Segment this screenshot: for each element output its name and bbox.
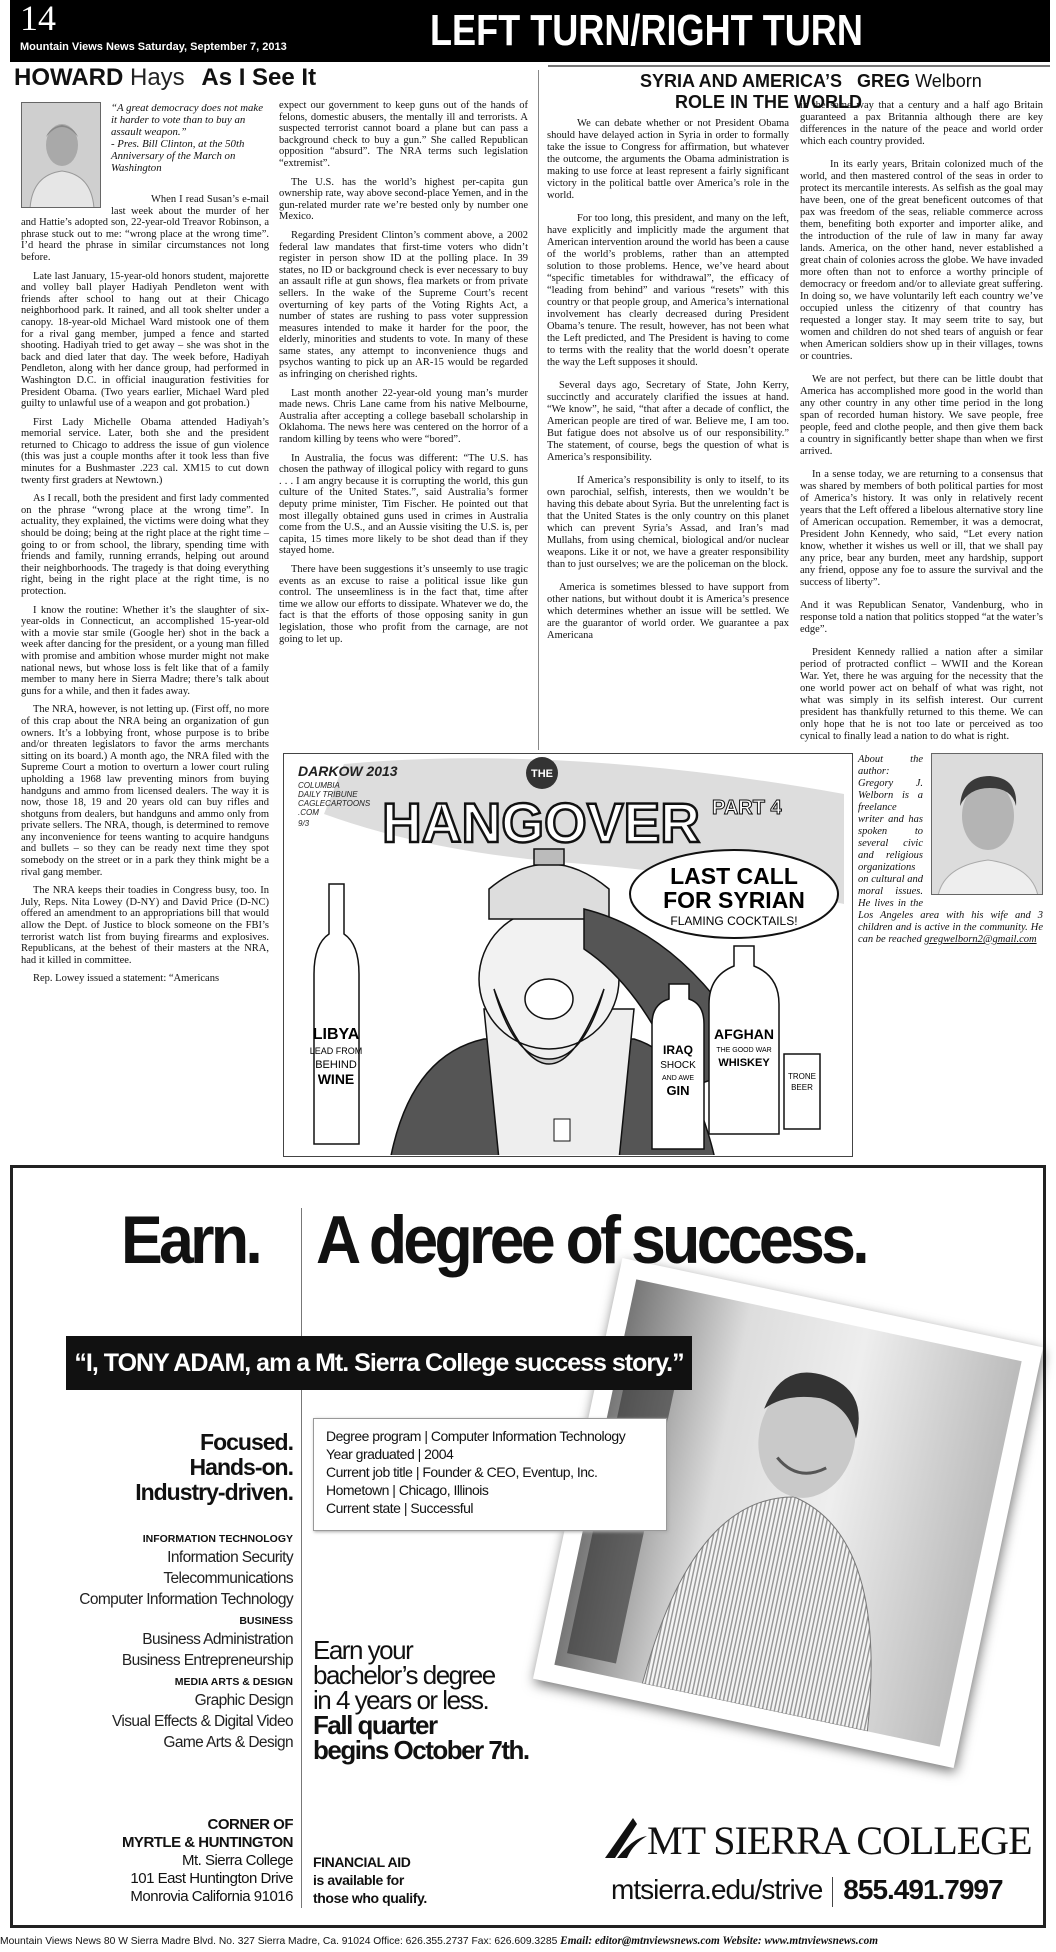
signature-line: .COM (298, 808, 319, 817)
ad-headline-earn: Earn. (121, 1202, 260, 1278)
promo-line: begins October 7th. (313, 1735, 529, 1765)
speech-text: LAST CALL (670, 863, 798, 889)
footer-contact[interactable]: Email: editor@mtnviewsnews.com Website: www.mtnviewsnews.com (560, 1935, 879, 1947)
address-heading: MYRTLE & HUNTINGTON (121, 1834, 293, 1851)
program-item: Game Arts & Design (163, 1734, 293, 1751)
info-line: Current state | Successful (326, 1500, 474, 1516)
epigraph-attribution: - Pres. Bill Clinton, at the 50th Anniversary of the March on Washington (111, 138, 245, 174)
paragraph: If America’s responsibility is only to itself, to its own parochial, selfish, interests, then we wouldn’t be having this debate about Syria. But the unrelenting fact is that the United States is the only country on this planet which can prevent Syria’s Assad, and Iran’s mad Mullahs, from using chemical, biological and/or nuclear weapons. Like it or not, we have a greater responsibility than to just ourselves; we are the policeman on the block. (547, 475, 789, 570)
signature-line: DAILY TRIBUNE (298, 790, 358, 799)
welborn-column-1 (547, 118, 789, 653)
campus-address (122, 1816, 293, 1906)
paragraph: In a sense today, we are returning to a consensus that was shared by members of both political parties for most of America’s history. It was only in relatively recent years that the Left offered a libelous alternative story line of American occupation. Remember, it was a democrat, President John Kennedy, who said, “Let every nation know, whether it wishes us well or ill, that we shall pay any price, bear any burden, meet any hardship, support any friend, oppose any foe to assure the survival and the success of liberty”. (800, 469, 1043, 588)
divider (301, 1208, 302, 1908)
epigraph-quote: “A great democracy does not make it harder to vote than to buy an assault weapon.” (111, 102, 264, 138)
program-item: Business Administration (142, 1631, 293, 1648)
author-first-name: GREG (857, 71, 911, 91)
author-bio-text: About the author: Gregory J. Welborn is a freelance writer and has spoken to several civic and religious organizations on cultural and moral issues. He lives in the Los Angeles area with his wife and 3 children and is active in the community. He can be reached (858, 754, 1043, 945)
program-item: Information Security (167, 1549, 293, 1566)
college-logo (603, 1818, 1032, 1864)
ad-headline: A degree of success. (316, 1202, 866, 1278)
program-item: Telecommunications (163, 1570, 293, 1587)
program-heading: INFORMATION TECHNOLOGY (142, 1533, 293, 1545)
signature-line: 9/3 (298, 819, 310, 828)
signature-line: CAGLECARTOONS (298, 799, 371, 808)
paragraph: Regarding President Clinton’s comment above, a 2002 federal law mandates that first-time voters who didn’t register in person show ID at the polling place. In 39 states, no ID or background check is ever necessary to buy an assault rifle at gun shows, flea markets or from private sellers. In the wake of the Supreme Court’s recent overturning of key parts of the Voting Rights Act, a number of states are rushing to pass voter suppression measures intended to make it harder for the poor, the elderly, minorities and students to vote. In many of these same states, any attempt to inconvenience thugs and psychos wanting to pick up an AR-15 would be regarded as infringing on cherished rights. (279, 229, 528, 381)
bottle-label: THE GOOD WAR (716, 1047, 772, 1054)
tagline: Focused. (200, 1429, 293, 1455)
divider (538, 70, 539, 750)
paragraph: As I recall, both the president and first lady commented on the phrase “wrong place at the wrong time”. In actuality, they explained, the victims were doing what they should be doing; being at the right place at the right time – going to or from school, the library, spending time with friends and family, running errands, helping out around their neighborhoods. The tragedy is that doing everything right, being in the right place at the right time, is no protection. (21, 493, 269, 597)
divider (548, 65, 1050, 67)
program-heading: BUSINESS (239, 1615, 293, 1627)
tagline: Industry-driven. (135, 1479, 293, 1505)
college-phone: 855.491.7997 (843, 1874, 1003, 1905)
student-info-box (313, 1418, 667, 1531)
paragraph: The NRA, however, is not letting up. (First off, no more of this crap about the NRA being an organization of gun owners. It’s a lobbying front, whose purpose is to bribe and/or threaten legislators to favor the arms merchants sitting on its board.) A month ago, the NRA filed with the Supreme Court a motion to overturn a lower court ruling upholding a 1968 law preventing minors from buying handguns and ammo from licensed dealers. The way it is now, those 18, 19 and 20 years old can buy rifles and shotguns from dealers, but handguns and ammo only from private sellers. The NRA, though, is determined to remove any inconvenience for teens wanting to acquire handguns and bullets – so they can be ready next time they spot somebody on the street or in a park they think might be a rival gang member. (21, 704, 269, 878)
article-title-line1: SYRIA AND AMERICA’S (640, 71, 843, 91)
info-line: Hometown | Chicago, Illinois (326, 1482, 489, 1498)
info-line: Current job title | Founder & CEO, Eventup, Inc. (326, 1464, 598, 1480)
bottle-label: WHISKEY (718, 1057, 770, 1069)
bottle-label: AND AWE (661, 1075, 695, 1082)
paragraph: We can debate whether or not President Obama should have delayed action in Syria in order to formally take the issue to Congress for affirmation, but whatever the outcome, the arguments the Obama administration is making to use force at least represent a fairly significant victory in the political battle over America’s role in the world. (547, 118, 789, 201)
footer-info: Mountain Views News 80 W Sierra Madre Blvd. No. 327 Sierra Madre, Ca. 91024 Office: 626.355.2737 Fax: 626.609.3285 (0, 1935, 561, 1947)
paragraph: There have been suggestions it’s unseemly to use tragic events as an excuse to raise a political issue like gun control. The unseemliness is in the fact that, time after time we allow our efforts to dissipate. Whatever we do, the fact is that the efforts of those opposing sanity in gun legislation, those who profit from the carnage, are not going to let up. (279, 563, 528, 645)
paragraph: Last month another 22-year-old young man’s murder made news. Chris Lane came from his native Melbourne, Australia after accepting a college baseball scholarship in Oklahoma. The news here was centered on the horror of a random killing by teens who were “bored”. (279, 387, 528, 446)
author-photo-welborn (931, 753, 1043, 895)
bottle-label: BEHIND (315, 1059, 357, 1071)
cartoon-part: PART 4 (712, 797, 782, 819)
paragraph: We are not perfect, but there can be little doubt that America has accomplished more good in the world than any other country in any other time period in the long span of recorded human history. We save people, free people, feed and clothe people, and then give them back a country in significantly better shape than when we first arrived. (800, 374, 1043, 457)
paragraph: In Australia, the focus was different: “The U.S. has chosen the pathway of illogical policy with regard to guns . . . I am angry because it is corrupting the world, this gun culture of the United States.”, said Australia’s former deputy prime minister, Tim Fischer. He pointed out that most illegally obtained guns used in crimes in Australia come from the U.S., and an Aussie visiting the U.S. is, per capita, 15 times more likely to be shot dead than if they stayed home. (279, 452, 528, 557)
taglines (135, 1430, 293, 1505)
howard-headline (14, 64, 316, 92)
column-title: As I See It (201, 64, 317, 91)
paragraph: Late last January, 15-year-old honors student, majorette and volley ball player Hadiyah Pendleton went with friends after school to hang out at their Chicago neighborhood park. It rained, and all took shelter under a canopy. 18-year-old Michael Ward mistook one of them for a rival gang member, jumped a fence and started shooting. Hadiyah tried to get away – she was shot in the back and died later that day. The week before, Hadiyah Pendleton, along with her dance group, had performed in Washington D.C. in official inauguration festivities for President Obama. (Two years earlier, Michael Ward pled guilty to unlawful use of a weapon and got probation.) (21, 270, 269, 410)
paper-date: Mountain Views News Saturday, September 7, 2013 (20, 41, 287, 53)
howard-column-1 (21, 102, 269, 992)
paragraph: When I read Susan’s e-mail last week about the murder of her and Hattie’s adopted son, 22-year-old Treavor Robinson, a phrase stuck out to me: “wrong place at the wrong time”. I’d heard the phrase in similar circumstances not long before. (21, 194, 269, 263)
program-list (79, 1532, 293, 1753)
bottle-iraq (652, 984, 704, 1149)
author-last-name: Welborn (915, 71, 982, 91)
paragraph: And it was Republican Senator, Vandenburg, who in response told a nation that politics stopped “at the water’s edge”. (800, 600, 1043, 635)
paragraph: Several days ago, Secretary of State, John Kerry, succinctly and accurately clarified the issues at hand. “We know”, he said, “that after a decade of conflict, the American people are tired of war. Believe me, I am too. But fatigue does not absolve us of our responsibility.” The statement, of course, begs the question of what is America’s responsibility. (547, 380, 789, 463)
tagline: Hands-on. (189, 1454, 293, 1480)
author-last-name: Hays (130, 64, 185, 91)
beer-can (784, 1054, 820, 1129)
info-line: Degree program | Computer Information Technology (326, 1428, 626, 1444)
finaid-line: FINANCIAL AID (313, 1854, 411, 1870)
page-number: 14 (20, 0, 56, 38)
financial-aid-note (313, 1853, 427, 1907)
promo-line: bachelor’s degree (313, 1660, 495, 1690)
info-line: Year graduated | 2004 (326, 1446, 454, 1462)
paragraph: in the same way that a century and a half ago Britain guaranteed a pax Britannia although there are key differences in the nature of the peace and world order which each country provided. (800, 100, 1043, 147)
welborn-headline (640, 70, 982, 92)
address-heading: CORNER OF (207, 1816, 293, 1833)
howard-column-2 (279, 100, 528, 652)
address-line: Monrovia California 91016 (130, 1888, 293, 1905)
bottle-libya (310, 884, 363, 1144)
bottle-label: WINE (317, 1071, 355, 1087)
college-name: MT SIERRA COLLEGE (647, 1818, 1032, 1863)
program-item: Visual Effects & Digital Video (111, 1713, 293, 1730)
promo-line: Fall quarter (313, 1710, 437, 1740)
testimonial-banner: “I, TONY ADAM, am a Mt. Sierra College success story.” (66, 1336, 692, 1390)
section-title: LEFT TURN/RIGHT TURN (430, 6, 863, 55)
paragraph: First Lady Michelle Obama attended Hadiyah’s memorial service. Later, both she and the president returned to Chicago to address the issue of gun violence (this was just a couple months after it took less than five minutes for a Bushmaster .223 cal. XM15 to cut down twenty first graders at Newtown.) (21, 416, 269, 486)
page-footer (0, 1934, 1035, 1948)
bottle-label: SHOCK (660, 1060, 696, 1071)
bottle-label: AFGHAN (714, 1026, 774, 1042)
promo-line: in 4 years or less. (313, 1685, 489, 1715)
bottle-label: LIBYA (312, 1026, 360, 1043)
address-line: Mt. Sierra College (181, 1852, 293, 1869)
author-first-name: HOWARD (14, 64, 124, 91)
speech-text: FOR SYRIAN (663, 887, 805, 913)
shot-glass (554, 1119, 570, 1141)
bottle-afghan (709, 946, 779, 1134)
paragraph: The NRA keeps their toadies in Congress busy, too. In July, Reps. Nita Lowey (D-NY) and David Price (D-NC) offered an amendment to an appropriations bill that would allow the Dept. of Justice to block someone on the FBI’s terrorist watch list from buying firearms and explosives. Republicans, at the behest of their masters at the NRA, had it killed in committee. (21, 885, 269, 966)
bottle-label: GIN (666, 1083, 690, 1098)
paragraph: President Kennedy rallied a nation after a similar period of protracted conflict – WWII and the Korean War. Yet, there he was arguing for the necessity that the one world power act on behalf of what was right, not what was simply in its selfish interest. Our current president has thankfully returned to this theme. We can only hope that he is not too late or perceived as too cynical to finally lead a nation to do what is right. (800, 647, 1043, 742)
program-item: Business Entrepreneurship (121, 1652, 293, 1669)
program-item: Graphic Design (194, 1692, 293, 1709)
finaid-line: is available for (313, 1872, 404, 1888)
bottle-label: LEAD FROM (309, 1046, 363, 1056)
signature-line: COLUMBIA (298, 781, 340, 790)
signature-line: DARKOW 2013 (298, 763, 398, 779)
can-label: BEER (791, 1083, 813, 1092)
paragraph: I know the routine: Whether it’s the slaughter of six-year-olds in Connecticut, an accomplished 15-year-old with a movie star smile (Google her) shot in the back a week after dancing for the president, or a young man filled with promise and ambition whose murder might not make national news, but whose loss is felt like that of a family member to many here in Sierra Madre; there’s talk about guns for a while, and then it fades away. (21, 604, 269, 697)
finaid-line: those who qualify. (313, 1890, 427, 1906)
address-line: 101 East Huntington Drive (130, 1870, 293, 1887)
mountain-logo-icon (603, 1818, 647, 1858)
paragraph: expect our government to keep guns out of the hands of felons, domestic abusers, the mentally ill and terrorists. A suspected terrorist cannot board a plane but can pass a background check to buy a gun.” She called Republican opposition “absurd”. The NRA terms such legislation “extremist”. (279, 100, 528, 169)
promo-line: Earn your (313, 1635, 413, 1665)
cartoon-title: HANGOVER (382, 791, 700, 854)
paragraph: For too long, this president, and many on the left, have explicitly and implicitly made the argument that American intervention around the world has been a cause of the world’s problems, rather than an attempted solution to those problems. Hence, we’ve heard about “specific timetables for withdrawal”, the efficacy of “leading from behind” and various “resets” with this country or that people group, and America’s international involvement has clearly decreased during President Obama’s tenure. The result, however, has not been what the Left predicted, and The President is having to come to terms with the reality that the world doesn’t operate the way the Left supposes it should. (547, 213, 789, 368)
editorial-cartoon (283, 753, 853, 1157)
college-url[interactable]: mtsierra.edu/strive (611, 1874, 823, 1905)
mt-sierra-college-ad (10, 1165, 1046, 1928)
article-title-line2: ROLE IN THE WORLD (675, 92, 862, 112)
paragraph: Rep. Lowey issued a statement: “Americans (33, 973, 220, 985)
author-photo-howard (21, 102, 101, 208)
can-label: TRONE (788, 1072, 816, 1081)
paragraph: America is sometimes blessed to have support from other nations, but without doubt it is America’s presence which determines whether an issue will be settled. We are the guarantor of world order. We guarantee a pax Americana (547, 582, 789, 641)
program-heading: MEDIA ARTS & DESIGN (174, 1676, 293, 1688)
cartoon-title-the: THE (531, 768, 553, 780)
speech-text: FLAMING COCKTAILS! (670, 914, 798, 928)
masthead (10, 0, 1050, 62)
degree-promo (313, 1635, 529, 1765)
bottle-label: IRAQ (663, 1043, 693, 1057)
program-item: Computer Information Technology (79, 1591, 293, 1608)
paragraph: In its early years, Britain colonized much of the world, and then mastered control of the seas in order to protect its mercantile interests. As selfish as the goal may have been, one of the great beneficent outcomes of that pax was freedom of the seas, reliable commerce across them, benefiting both exporter and importer alike, and the introduction of the rule of law in many far away lands. America, on the other hand, never established a great chain of colonies across the globe. We have invaded more often than not to enforce a worthy principle of democracy or freedom and/or to alleviate great suffering. In doing so, we have voluntarily left each country we’ve occupied unless the citizenry of that country has requested a longer stay. It may seem trite to say, but women and children do not shed tears of anguish or fear when American soldiers show up in their villages, towns or countries. (800, 159, 1043, 362)
contact-line (611, 1873, 1003, 1907)
paragraph: The U.S. has the world’s highest per-capita gun ownership rate, way above second-place Yemen, and in the gun-related murder rate we’re bested only by number one Mexico. (279, 176, 528, 223)
author-email-link[interactable]: gregwelborn2@gmail.com (924, 934, 1037, 945)
